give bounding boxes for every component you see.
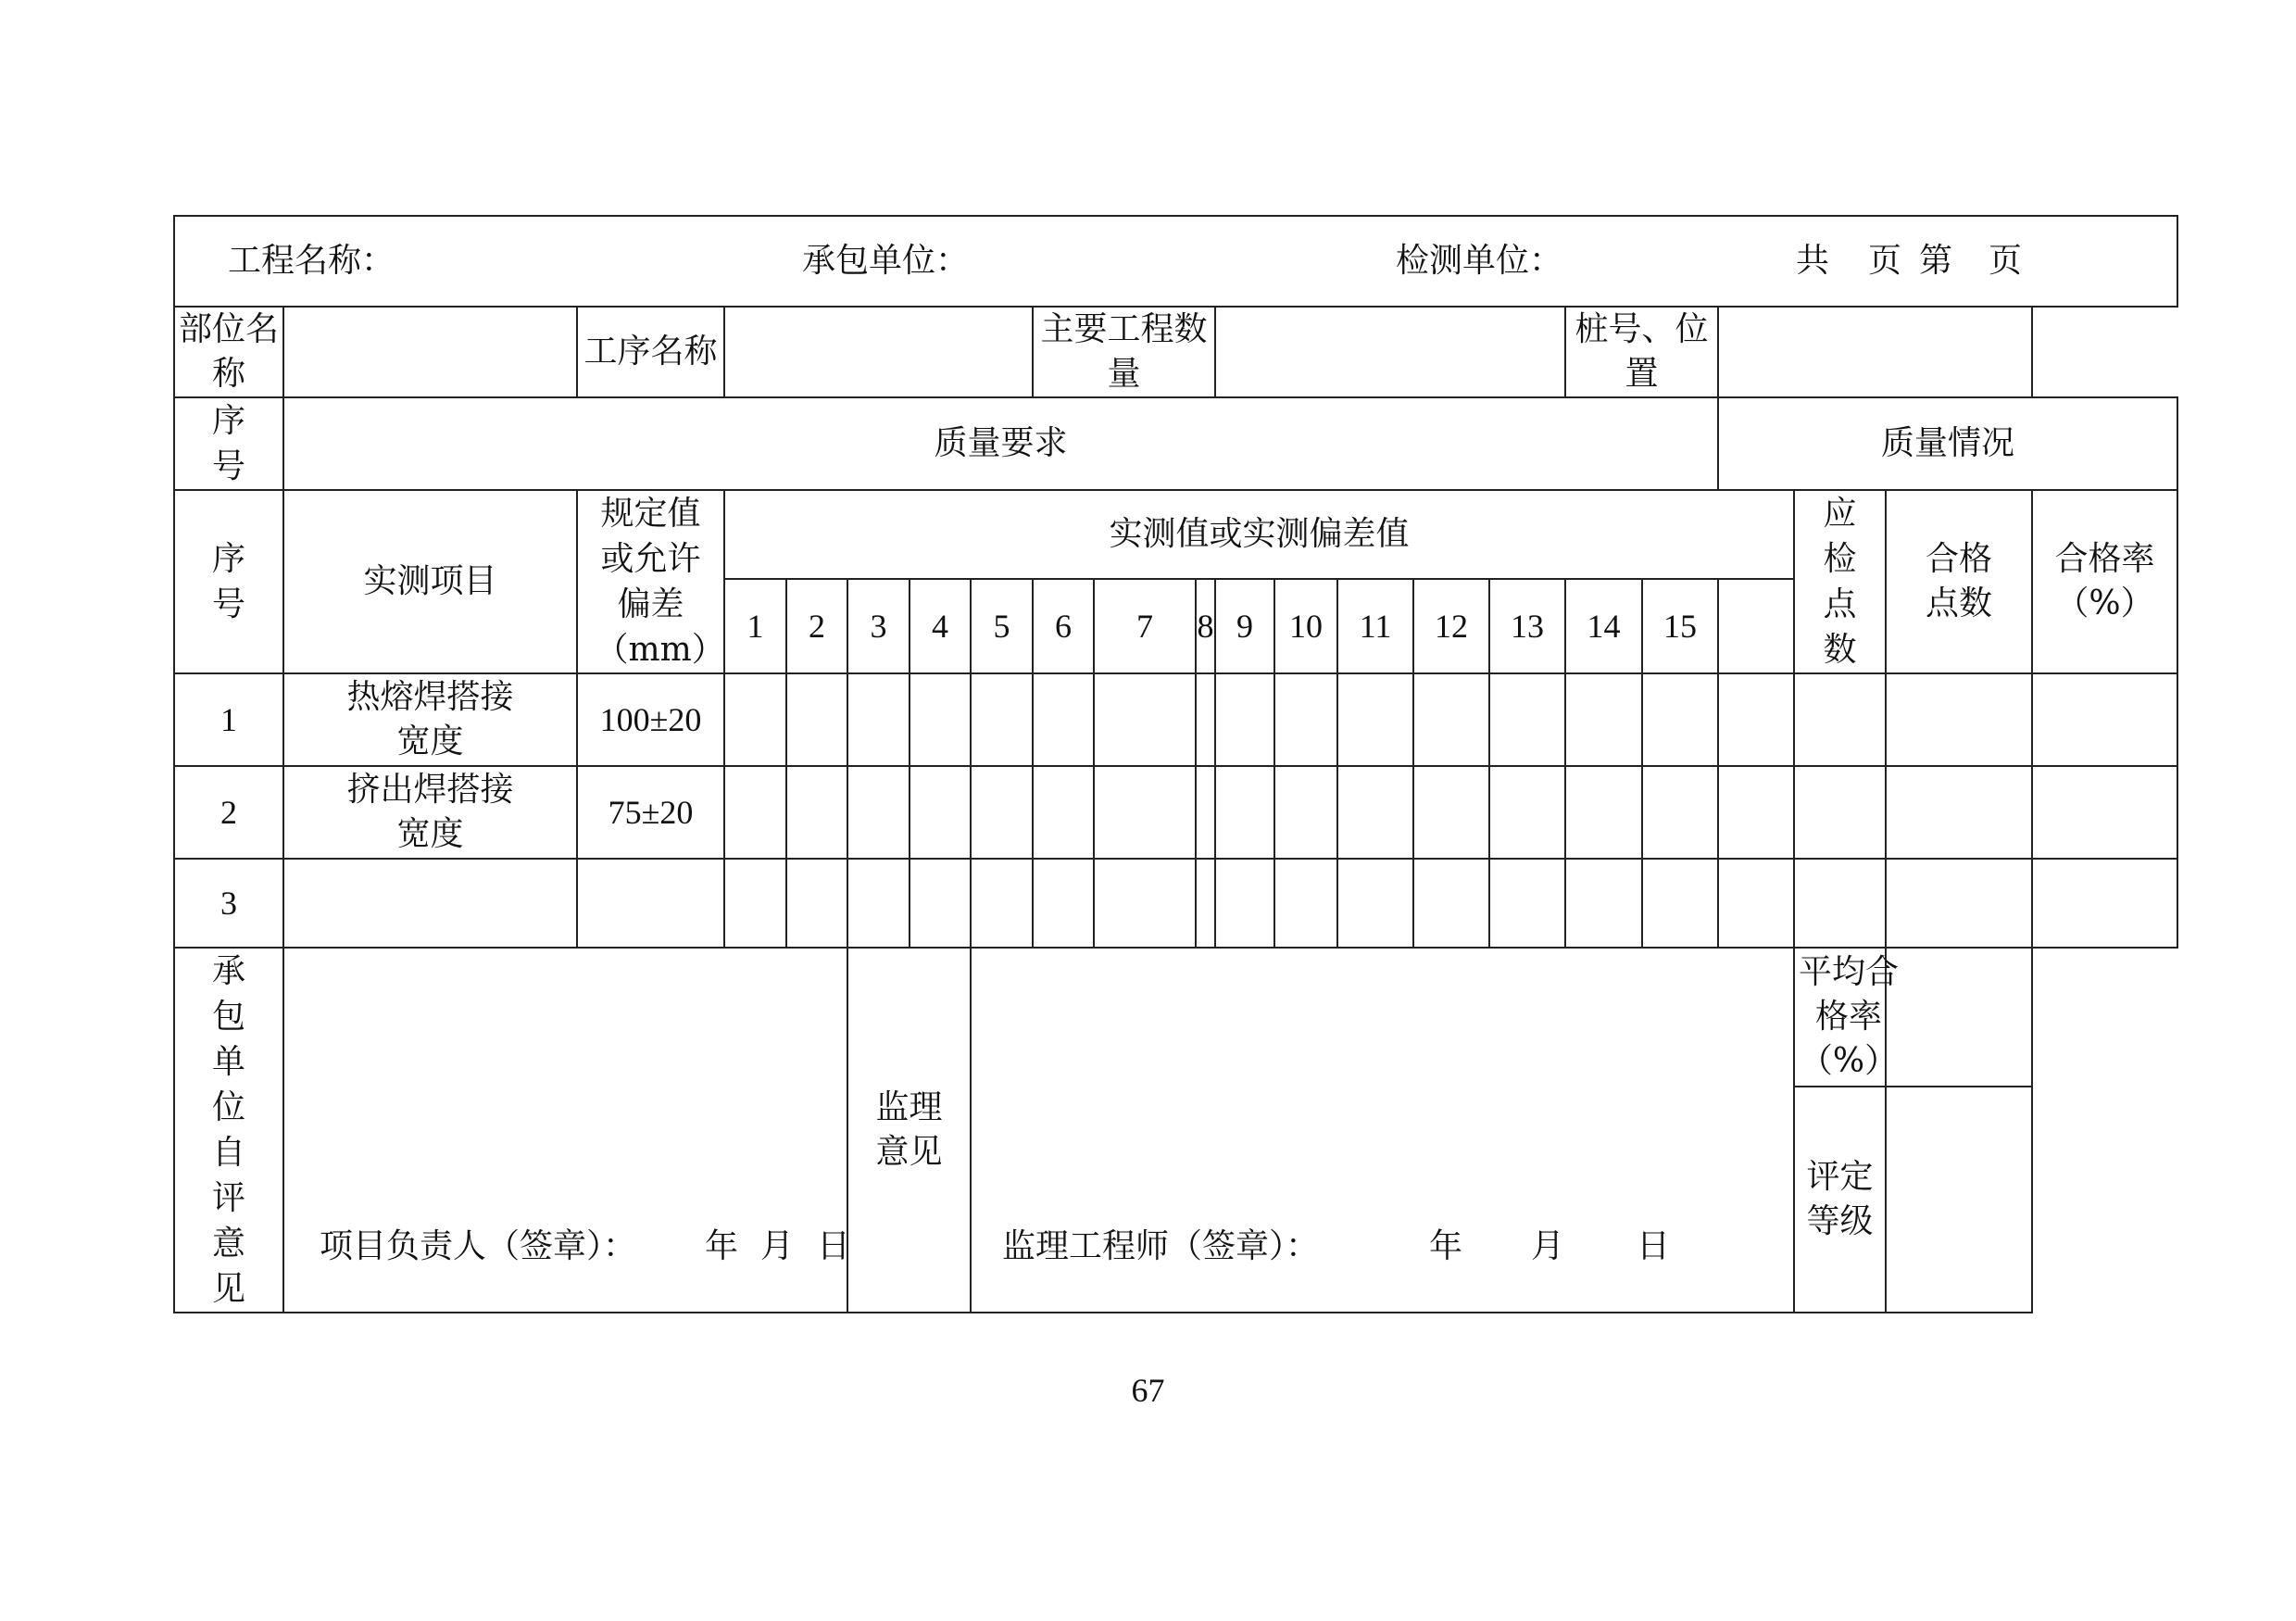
data-cell[interactable] bbox=[1337, 859, 1413, 948]
data-cell[interactable] bbox=[1274, 766, 1337, 859]
data-cell[interactable] bbox=[1196, 859, 1215, 948]
point-col-12: 12 bbox=[1413, 579, 1489, 673]
data-cell[interactable] bbox=[1718, 766, 1794, 859]
pass-rate-cell[interactable] bbox=[2032, 766, 2177, 859]
row-seq: 3 bbox=[174, 859, 283, 948]
data-cell[interactable] bbox=[1215, 766, 1274, 859]
point-col-6: 6 bbox=[1033, 579, 1094, 673]
point-col-15: 15 bbox=[1642, 579, 1718, 673]
point-col-4: 4 bbox=[910, 579, 971, 673]
row-spec: 75±20 bbox=[577, 766, 724, 859]
data-cell[interactable] bbox=[1565, 673, 1642, 766]
col-check-points-label: 应检点数 bbox=[1794, 490, 1886, 673]
pass-points-cell[interactable] bbox=[1886, 673, 2032, 766]
data-cell[interactable] bbox=[1094, 673, 1196, 766]
data-cell[interactable] bbox=[724, 766, 786, 859]
data-cell[interactable] bbox=[910, 673, 971, 766]
data-cell[interactable] bbox=[1489, 673, 1565, 766]
pass-rate-cell[interactable] bbox=[2032, 859, 2177, 948]
row-seq: 1 bbox=[174, 673, 283, 766]
info-row bbox=[174, 307, 2177, 397]
data-cell[interactable] bbox=[1718, 859, 1794, 948]
data-cell[interactable] bbox=[1033, 673, 1094, 766]
point-col-11: 11 bbox=[1337, 579, 1413, 673]
process-name-value[interactable] bbox=[724, 307, 1033, 397]
engineer-date-month: 月 bbox=[1531, 1227, 1565, 1265]
check-points-cell[interactable] bbox=[1794, 859, 1886, 948]
data-cell[interactable] bbox=[1215, 859, 1274, 948]
page-total-label: 共 bbox=[1796, 242, 1830, 280]
pm-date-month: 月 bbox=[760, 1227, 795, 1265]
data-cell[interactable] bbox=[1033, 859, 1094, 948]
col-spec-label: 规定值或允许偏差（mm） bbox=[577, 490, 724, 673]
point-col-13: 13 bbox=[1489, 579, 1565, 673]
quality-inspection-table bbox=[173, 215, 2178, 1313]
project-name-label: 工程名称： bbox=[228, 242, 395, 280]
pass-points-cell[interactable] bbox=[1886, 859, 2032, 948]
row-item[interactable] bbox=[283, 859, 577, 948]
point-col-3: 3 bbox=[847, 579, 910, 673]
point-col-2: 2 bbox=[786, 579, 847, 673]
engineer-sign-label: 监理工程师（签章）： bbox=[1002, 1227, 1320, 1265]
station-position-value[interactable] bbox=[1718, 307, 2032, 397]
data-cell[interactable] bbox=[1337, 766, 1413, 859]
col-pass-rate-label: 合格率（%） bbox=[2032, 490, 2177, 673]
contractor-label: 承包单位： bbox=[802, 242, 970, 280]
table-row bbox=[174, 673, 2177, 766]
grade-value[interactable] bbox=[1886, 1087, 2032, 1313]
data-cell[interactable] bbox=[1274, 859, 1337, 948]
row-spec[interactable] bbox=[577, 859, 724, 948]
data-cell[interactable] bbox=[786, 766, 847, 859]
main-quantity-value[interactable] bbox=[1215, 307, 1565, 397]
page-number: 67 bbox=[1131, 1372, 1165, 1409]
data-cell[interactable] bbox=[724, 859, 786, 948]
page-word-1: 页 bbox=[1868, 242, 1902, 280]
data-cell[interactable] bbox=[847, 673, 910, 766]
point-col-9: 9 bbox=[1215, 579, 1274, 673]
part-name-label: 部位名称 bbox=[174, 307, 283, 397]
data-cell[interactable] bbox=[1413, 766, 1489, 859]
process-name-label: 工序名称 bbox=[577, 307, 724, 397]
engineer-date-year: 年 bbox=[1429, 1227, 1463, 1265]
point-col-14: 14 bbox=[1565, 579, 1642, 673]
data-cell[interactable] bbox=[1413, 859, 1489, 948]
data-cell[interactable] bbox=[786, 859, 847, 948]
inspection-form bbox=[173, 215, 2155, 1310]
bottom-row-1 bbox=[174, 948, 2177, 1087]
data-cell[interactable] bbox=[786, 673, 847, 766]
data-cell[interactable] bbox=[1274, 673, 1337, 766]
point-col-7: 7 bbox=[1094, 579, 1196, 673]
data-cell[interactable] bbox=[910, 859, 971, 948]
quality-requirement-label: 质量要求 bbox=[283, 397, 1718, 490]
page-current-label: 第 bbox=[1919, 242, 1953, 280]
supervision-label: 监理意见 bbox=[847, 948, 971, 1313]
point-col-1: 1 bbox=[724, 579, 786, 673]
data-cell[interactable] bbox=[1489, 766, 1565, 859]
data-cell[interactable] bbox=[1094, 766, 1196, 859]
avg-pass-rate-label: 平均合格率（%） bbox=[1794, 948, 1886, 1087]
point-col-10: 10 bbox=[1274, 579, 1337, 673]
col-pass-points-label: 合格点数 bbox=[1886, 490, 2032, 673]
data-cell[interactable] bbox=[1565, 859, 1642, 948]
col-item-label: 实测项目 bbox=[283, 490, 577, 673]
data-cell[interactable] bbox=[724, 673, 786, 766]
column-header-row-1 bbox=[174, 490, 2177, 579]
section-row bbox=[174, 397, 2177, 490]
check-points-cell[interactable] bbox=[1794, 673, 1886, 766]
table-row bbox=[174, 859, 2177, 948]
col-measured-label: 实测值或实测偏差值 bbox=[724, 490, 1794, 579]
data-cell[interactable] bbox=[1642, 673, 1718, 766]
data-cell[interactable] bbox=[1642, 859, 1718, 948]
self-eval-area[interactable] bbox=[283, 948, 851, 1313]
data-cell[interactable] bbox=[1215, 673, 1274, 766]
page-word-2: 页 bbox=[1989, 242, 2023, 280]
self-eval-label: 承包单位自评意见 bbox=[174, 948, 283, 1313]
avg-pass-rate-value[interactable] bbox=[1886, 948, 2032, 1087]
header-row bbox=[174, 216, 2177, 307]
station-position-label: 桩号、位置 bbox=[1565, 307, 1718, 397]
data-cell[interactable] bbox=[847, 766, 910, 859]
point-col-5: 5 bbox=[971, 579, 1033, 673]
point-col-8: 8 bbox=[1196, 579, 1215, 673]
pm-date-day: 日 bbox=[817, 1227, 851, 1265]
data-cell[interactable] bbox=[847, 859, 910, 948]
data-cell[interactable] bbox=[1642, 766, 1718, 859]
pass-points-cell[interactable] bbox=[1886, 766, 2032, 859]
part-name-value[interactable] bbox=[283, 307, 577, 397]
grade-label: 评定等级 bbox=[1794, 1087, 1886, 1313]
pm-date-year: 年 bbox=[705, 1227, 739, 1265]
pm-sign-label: 项目负责人（签章）： bbox=[320, 1227, 637, 1265]
engineer-date-day: 日 bbox=[1637, 1227, 1671, 1265]
data-cell[interactable] bbox=[971, 766, 1033, 859]
row-spec: 100±20 bbox=[577, 673, 724, 766]
row-item: 挤出焊搭接宽度 bbox=[283, 766, 577, 859]
data-cell[interactable] bbox=[1094, 859, 1196, 948]
data-cell[interactable] bbox=[1718, 673, 1794, 766]
inspection-unit-label: 检测单位： bbox=[1396, 242, 1563, 280]
header-cell bbox=[174, 216, 2177, 307]
pass-rate-cell[interactable] bbox=[2032, 673, 2177, 766]
data-cell[interactable] bbox=[1565, 766, 1642, 859]
row-seq: 2 bbox=[174, 766, 283, 859]
data-cell[interactable] bbox=[1413, 673, 1489, 766]
quality-status-label: 质量情况 bbox=[1718, 397, 2177, 490]
data-cell[interactable] bbox=[1196, 766, 1215, 859]
data-cell[interactable] bbox=[1337, 673, 1413, 766]
data-cell[interactable] bbox=[910, 766, 971, 859]
row-item: 热熔焊搭接宽度 bbox=[283, 673, 577, 766]
supervision-area[interactable] bbox=[971, 948, 1794, 1313]
table-row bbox=[174, 766, 2177, 859]
section-seq-label: 序号 bbox=[174, 397, 283, 490]
data-cell[interactable] bbox=[1489, 859, 1565, 948]
data-cell[interactable] bbox=[1033, 766, 1094, 859]
col-seq-label: 序号 bbox=[174, 490, 283, 673]
data-cell[interactable] bbox=[971, 673, 1033, 766]
data-cell[interactable] bbox=[971, 859, 1033, 948]
data-cell[interactable] bbox=[1196, 673, 1215, 766]
check-points-cell[interactable] bbox=[1794, 766, 1886, 859]
main-quantity-label: 主要工程数量 bbox=[1033, 307, 1215, 397]
